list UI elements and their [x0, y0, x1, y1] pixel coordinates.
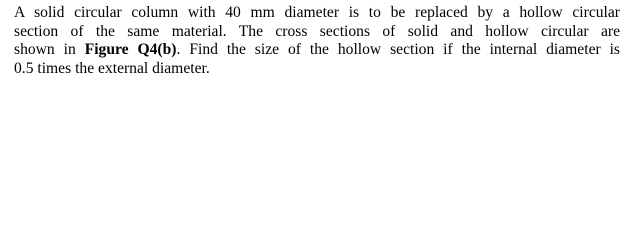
- question-line-4: 0.5 times the external diameter.: [14, 59, 210, 77]
- question-line-3: [14, 41, 620, 60]
- question-line-3-end: . Find the size of the hollow section if the internal diameter is: [176, 41, 620, 59]
- question-line-3-start: shown in: [14, 41, 85, 59]
- question-line-1: A solid circular column with 40 mm diameter is to be replaced by a hollow circular: [14, 4, 620, 21]
- question-line-2: section of the same material. The cross sections of solid and hollow circular are: [14, 22, 620, 40]
- figure-reference: Figure Q4(b): [84, 41, 177, 59]
- question-paragraph: [14, 4, 620, 78]
